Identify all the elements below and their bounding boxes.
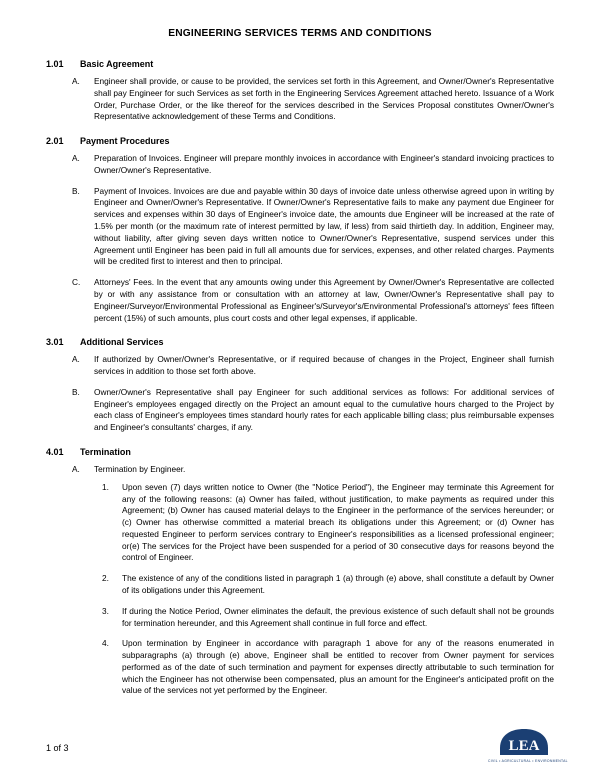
section-payment-procedures: [46, 136, 554, 324]
clause-marker: C.: [72, 277, 81, 288]
section-number: 1.01: [46, 59, 64, 69]
clause-marker: A.: [72, 76, 80, 86]
clause-item: [46, 186, 554, 268]
clause-text: Preparation of Invoices. Engineer will prepare monthly invoices in accordance with Engineer's standard invoicing practices to Owner/Owner's Representative.: [94, 153, 554, 175]
subclause-item: [46, 482, 554, 564]
section-number: 4.01: [46, 446, 64, 457]
subclause-item: [46, 638, 554, 697]
section-title: Termination: [80, 446, 131, 457]
subclause-item: [46, 573, 554, 597]
section-title: Basic Agreement: [80, 59, 154, 69]
clause-text: Termination by Engineer.: [94, 463, 186, 474]
clause-item: [46, 277, 554, 324]
section-title: Payment Procedures: [80, 136, 170, 147]
subclause-item: [46, 606, 554, 630]
clause-text: Attorneys' Fees. In the event that any amounts owing under this Agreement by Owner/Owner's Representative are collected by or with any assistance from or consultation with an attorney at law, Owner/Owner's Representative shall pay to Engineer/Surveyor/Environmental Professional as Engineer's/Surveyor's/Environmental Professional's attorneys' fees fifteen percent (15%) of such amounts, plus court costs and other legal expenses, if applicable.: [94, 277, 554, 323]
clause-text: Engineer shall provide, or cause to be provided, the services set forth in this Agreement, and Owner/Owner's Representative shall pay Engineer for such Services as set forth in the Engineering Services Agreement attached hereto. Issuance of a Work Order, Purchase Order, or the like thereof for the services described in the Services Proposal constitutes Owner/Owner's Representative acknowledgement of these Terms and Conditions.: [94, 76, 554, 122]
clause-item: [46, 464, 554, 476]
subclause-marker: 1.: [102, 481, 109, 492]
subclause-text: The existence of any of the conditions listed in paragraph 1 (a) through (e) above, shall constitute a default by Owner of its obligations under this Agreement.: [122, 573, 554, 595]
section-heading: [46, 447, 554, 457]
clause-marker: A.: [72, 354, 80, 365]
clause-marker: B.: [72, 386, 80, 397]
clause-marker: A.: [72, 463, 80, 474]
clause-marker: B.: [72, 185, 80, 196]
clause-item: [46, 387, 554, 434]
section-number: 2.01: [46, 136, 64, 147]
subclause-text: If during the Notice Period, Owner eliminates the default, the previous existence of such default shall not be grounds for termination hereunder, and this Agreement shall continue in full force and effect.: [122, 605, 554, 628]
section-number: 3.01: [46, 337, 64, 348]
subclause-text: Upon termination by Engineer in accordance with paragraph 1 above for any of the reasons enumerated in subparagraphs (a) through (e) above, Engineer shall be entitled to recover from Owner payment for services performed as of the date of such termination and payment for expenses directly attributable to such termination for which the Engineer has not otherwise been compensated, plus an amount for the Engineer's anticipated profit on the value of the services not yet performed by the Engineer.: [122, 638, 554, 696]
clause-item: [46, 76, 554, 123]
svg-text:LEA: LEA: [508, 738, 540, 754]
section-basic-agreement: [46, 59, 554, 123]
logo-tagline: CIVIL • AGRICULTURAL • ENVIRONMENTAL: [488, 759, 568, 763]
page-title: ENGINEERING SERVICES TERMS AND CONDITIONS: [168, 28, 432, 39]
page-number: 1 of 3: [46, 743, 69, 753]
lea-logo-icon: [498, 727, 550, 757]
section-termination: [46, 447, 554, 697]
clause-item: [46, 354, 554, 378]
clause-text: If authorized by Owner/Owner's Representative, or if required because of changes in the Project, Engineer shall furnish services in addition to those set forth above.: [94, 354, 554, 377]
section-heading: [46, 136, 554, 146]
clause-text: Payment of Invoices. Invoices are due and payable within 30 days of invoice date unless otherwise agreed upon in writing by Engineer and Owner/Owner's Representative. If Owner/Owner's Representative fails to make any payment due Engineer for services and expenses within 30 days of Engineer's invoice date, the amounts due Engineer will be increased at the rate of 1.5% per month (or the maximum rate of interest permitted by law, if less) from said thirtieth day. In addition, Engineer may, without liability, after giving seven days written notice to Owner/Owner's Representative, suspend services under this Agreement until Engineer has been paid in full all amounts due for services, expenses, and other related charges. Payments will be credited first to interest and then to principal.: [94, 185, 554, 267]
section-heading: [46, 337, 554, 347]
section-title: Additional Services: [80, 337, 164, 348]
section-heading: [46, 59, 554, 69]
section-additional-services: [46, 337, 554, 434]
clause-marker: A.: [72, 153, 80, 164]
clause-text: Owner/Owner's Representative shall pay Engineer for such additional services as follows: For additional services of Engineer's employees engaged directly on the Project an amount equal to the cumulative hours charged to the Project by each class of Engineer's employees times standard hourly rates for each applicable billing class; plus reimbursable expenses and Engineer's consultants' charges, if any.: [94, 386, 554, 433]
subclause-marker: 2.: [102, 573, 109, 584]
subclause-text: Upon seven (7) days written notice to Owner (the "Notice Period"), the Engineer may terminate this Agreement for any of the following reasons: (a) Owner has failed, without justification, to make payments as required under this Agreement; (b) Owner has caused material delays to the Engineer in the performance of the services hereunder; or (c) Owner has otherwise committed a material breach its obligations under this Agreement; or (d) Owner has requested Engineer to perform services contrary to Engineer's responsibilities as a licensed professional engineer; or(e) The services for the Project have been suspended for a period of 30 consecutive days for reasons beyond the control of Engineer.: [122, 481, 554, 563]
subclause-marker: 4.: [102, 638, 109, 649]
subclause-marker: 3.: [102, 605, 109, 616]
clause-item: [46, 153, 554, 177]
company-logo: [488, 727, 568, 763]
